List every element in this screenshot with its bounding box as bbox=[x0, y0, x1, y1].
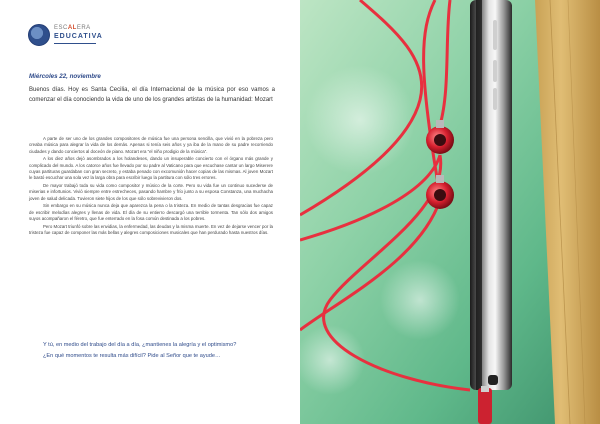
reflection-question: ¿En qué momentos te resulta más difícil? Pide al Señor que te ayude… bbox=[43, 353, 221, 359]
globe-logo-icon bbox=[28, 24, 50, 46]
logo-text-top bbox=[54, 25, 91, 31]
logo-text-bottom: EDUCATIVA bbox=[54, 33, 103, 40]
body-paragraph: A parte de ser uno de los grandes compositores de música fue una persona sencilla, que vivió en la pobreza pero creaba música para alegrar la vida de los demás. Apenas si tenía seis años y ya iba de la mano de su padre recorriendo ciudades y dando conciertos al doceón de piano. Mozart era “el niño prodigio de la música”. bbox=[29, 136, 273, 154]
logo-text-top-accent: AL bbox=[67, 25, 77, 31]
logo-text-top-suffix: ERA bbox=[76, 25, 91, 31]
body-text bbox=[29, 136, 273, 238]
logo-text-top-prefix: ESC bbox=[54, 25, 68, 31]
intro-paragraph: Buenos días. Hoy es Santa Cecilia, el día Internacional de la música por eso vamos a comenzar el día conociendo la vida de uno de los grandes artistas de la humanidad: Mozart bbox=[29, 87, 275, 103]
reflection-questions bbox=[29, 341, 275, 363]
reflection-question: Y tú, en medio del trabajo del día a día, ¿mantienes la alegría y el optimismo? bbox=[43, 342, 237, 348]
photo-page bbox=[300, 0, 600, 424]
smartphone-with-earphones-photo bbox=[300, 0, 600, 424]
logo bbox=[28, 22, 103, 48]
body-paragraph: Pero Mozart triunfó sobre las envidias, la enfermedad, las deudas y la misma muerte. En vez de dejarse vencer por la tristeza fue capaz de componer las más bellas y alegres composiciones musicales que han perdurado hasta nuestros días. bbox=[29, 223, 273, 236]
logo-underline bbox=[54, 43, 96, 44]
body-paragraph: De mayor trabajó toda su vida como compositor y músico de la corte. Pero su vida fue un continuo sucederse de miserias e infortunios. Vivió siempre entre estrecheces, pasando hambre y frío junto a su esposa Constanza, una muchacha joven de salud delicada. Tuvieron siete hijos de los que sólo sobrevivieron dos. bbox=[29, 183, 273, 201]
body-paragraph: A los diez años dejó asombrados a los holandeses, dando un insuperable concierto con el órgano más grande y complicado del mundo. A los catorce años fue llevado por su padre al Vaticano para que escuchase cantar un largo Miserere cuyas partituras guardaban con gran secreto, y estaba penado con excomunión hacer copias de las mismas. Al joven Mozart le bastó escuchar una sola vez la larga obra para escribir luego la partitura con sólo tres errores. bbox=[29, 156, 273, 181]
date-heading: Miércoles 22, noviembre bbox=[29, 73, 101, 80]
body-paragraph: Sin embargo en su música nunca deja que aparezca la pena o la tristeza. En medio de tantas desgracias fue capaz de escribir melodías alegres y llenas de vida. El día de su entierro descargó una terrible tormenta. Tan sólo dos amigos suyos acompañaron el féretro, que fue enterrado en la fosa común destinada a los pobres. bbox=[29, 203, 273, 222]
